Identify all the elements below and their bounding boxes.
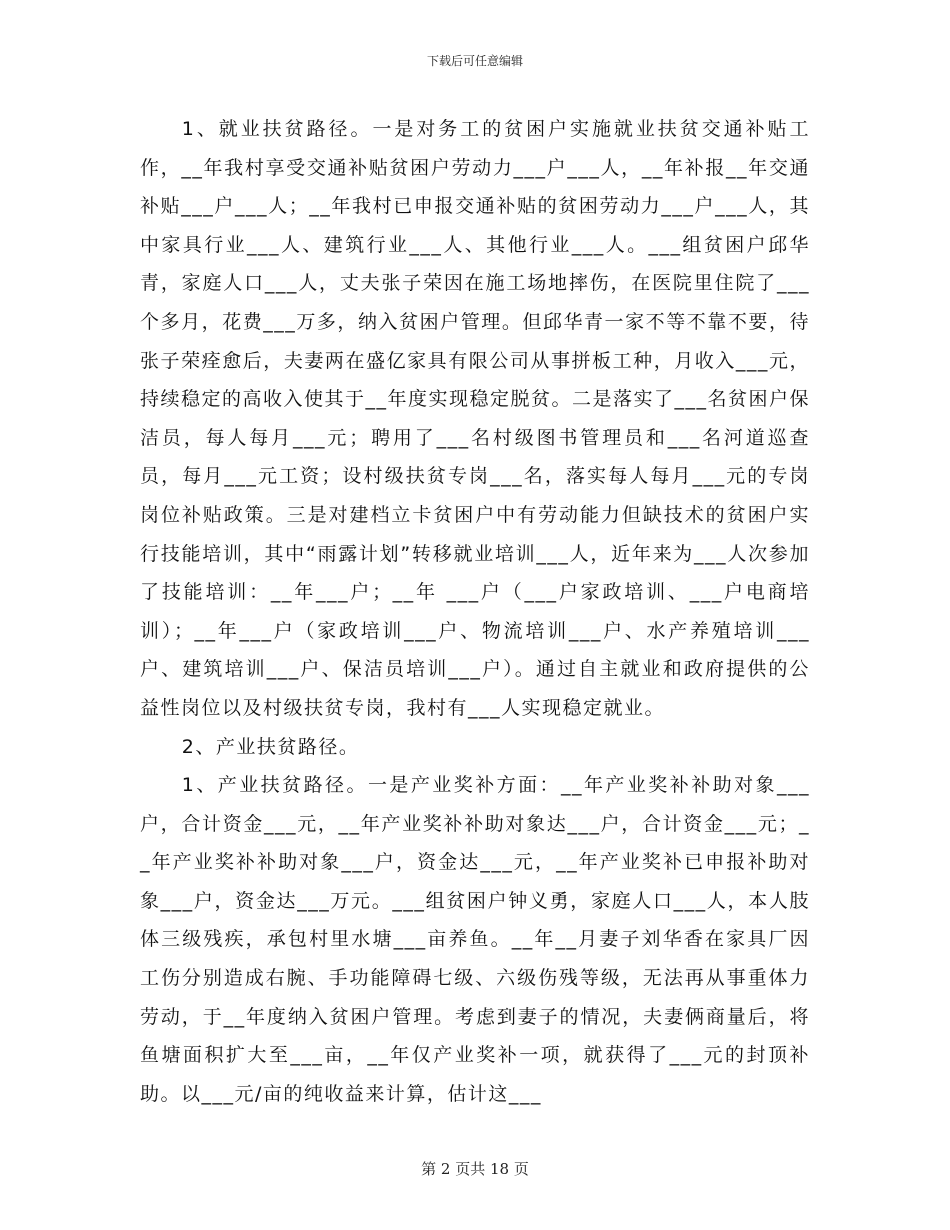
- document-body: [140, 110, 810, 1113]
- paragraph-industry-heading: 2、产业扶贫路径。: [181, 735, 360, 758]
- page-header: 下载后可任意编辑: [426, 54, 523, 68]
- paragraph-industry-poverty-relief: 1、产业扶贫路径。一是产业奖补方面：__年产业奖补补助对象___户，合计资金___元，__年产业奖补补助对象达___户，合计资金___元；__年产业奖补补助对象___户，资金达___元，__年产业奖补已申报补助对象___户，资金达___万元。___组贫困户钟义勇，家庭人口___人，本人肢体三级残疾，承包村里水塘___亩养鱼。__年__月妻子刘华香在家具厂因工伤分别造成右腕、手功能障碍七级、六级伤残等级，无法再从事重体力劳动，于__年度纳入贫困户管理。考虑到妻子的情况，夫妻俩商量后，将鱼塘面积扩大至___亩，__年仅产业奖补一项，就获得了___元的封顶补助。以___元/亩的纯收益来计算，估计这___: [140, 774, 810, 1105]
- page-number: 第 2 页共 18 页: [421, 1160, 529, 1178]
- paragraph-employment-poverty-relief: 1、就业扶贫路径。一是对务工的贫困户实施就业扶贫交通补贴工作，__年我村享受交通补贴贫困户劳动力___户___人，__年补报__年交通补贴___户___人；__年我村已申报交通补贴的贫困劳动力___户___人，其中家具行业___人、建筑行业___人、其他行业___人。___组贫困户邱华青，家庭人口___人，丈夫张子荣因在施工场地摔伤，在医院里住院了___个多月，花费___万多，纳入贫困户管理。但邱华青一家不等不靠不要，待张子荣痊愈后，夫妻两在盛亿家具有限公司从事拼板工种，月收入___元，持续稳定的高收入使其于__年度实现稳定脱贫。二是落实了___名贫困户保洁员，每人每月___元；聘用了___名村级图书管理员和___名河道巡查员，每月___元工资；设村级扶贫专岗___名，落实每人每月___元的专岗岗位补贴政策。三是对建档立卡贫困户中有劳动能力但缺技术的贫困户实行技能培训，其中“雨露计划”转移就业培训___人，近年来为___人次参加了技能培训：__年___户；__年 ___户（___户家政培训、___户电商培训）；__年___户（家政培训___户、物流培训___户、水产养殖培训___户、建筑培训___户、保洁员培训___户）。通过自主就业和政府提供的公益性岗位以及村级扶贫专岗，我村有___人实现稳定就业。: [140, 118, 811, 719]
